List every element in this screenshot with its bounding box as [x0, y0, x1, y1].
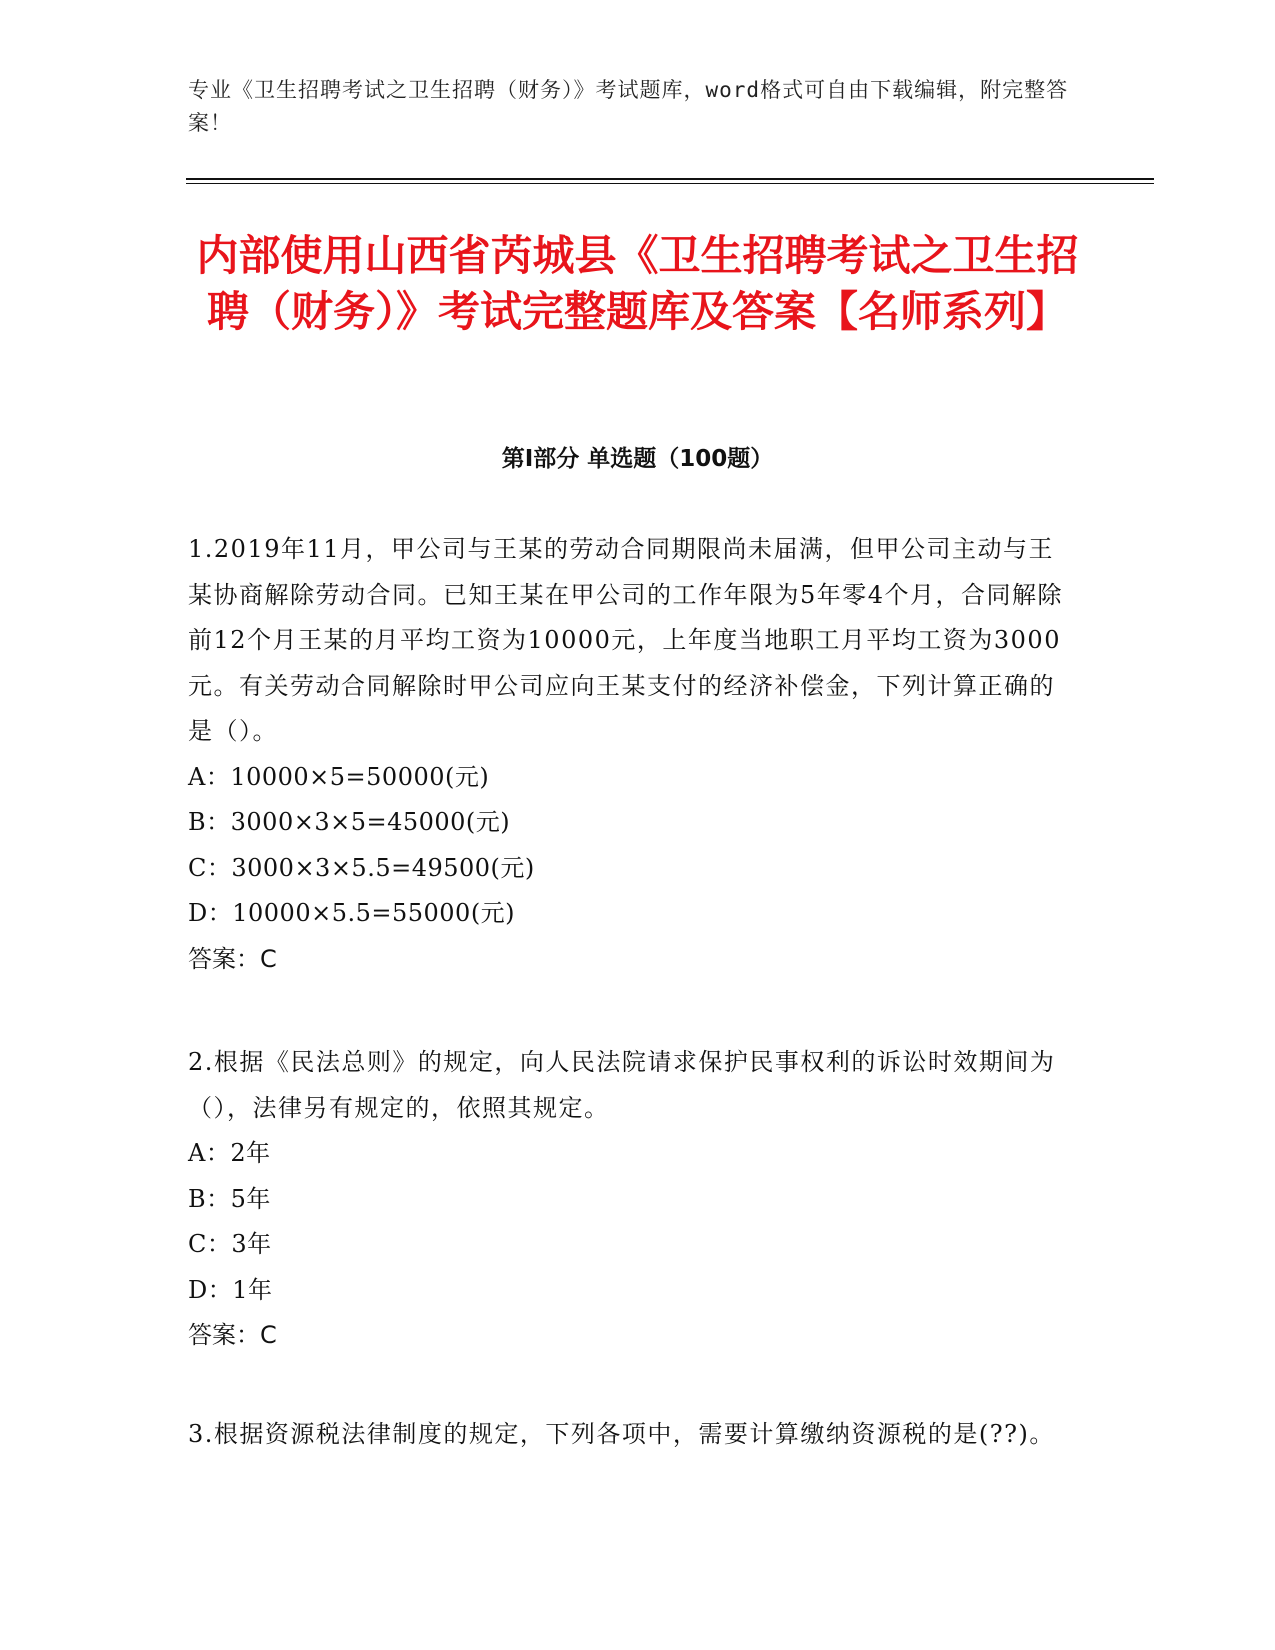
answer: 答案：C	[188, 944, 277, 973]
question-text: 2.根据《民法总则》的规定，向人民法院请求保护民事权利的诉讼时效期间为（），法律另有规定的，依照其规定。	[188, 1048, 1056, 1122]
question-1	[188, 527, 1078, 982]
question-text: 1.2019年11月，甲公司与王某的劳动合同期限尚未届满，但甲公司主动与王某协商解除劳动合同。已知王某在甲公司的工作年限为5年零4个月，合同解除前12个月王某的月平均工资为10000元，上年度当地职工月平均工资为3000元。有关劳动合同解除时甲公司应向王某支付的经济补偿金，下列计算正确的是（）。	[188, 535, 1064, 745]
option-d: D：1年	[188, 1275, 273, 1304]
option-d: D：10000×5.5=55000(元)	[188, 899, 516, 927]
header-divider-bottom	[186, 183, 1154, 184]
question-text: 3.根据资源税法律制度的规定，下列各项中，需要计算缴纳资源税的是(??)。	[188, 1420, 1055, 1448]
option-c: C：3年	[188, 1230, 272, 1258]
answer: 答案：C	[188, 1321, 277, 1349]
option-c: C：3000×3×5.5=49500(元)	[188, 853, 535, 882]
question-3	[188, 1412, 1078, 1458]
header-divider-top	[186, 178, 1154, 180]
option-a: A：2年	[188, 1139, 271, 1167]
question-2	[188, 1040, 1078, 1359]
header-note: 专业《卫生招聘考试之卫生招聘（财务）》考试题库，word格式可自由下载编辑，附完整答案！	[188, 78, 1069, 135]
section-heading: 第Ⅰ部分 单选题（100题）	[501, 446, 774, 472]
option-b: B：3000×3×5=45000(元)	[188, 808, 511, 836]
option-b: B：5年	[188, 1184, 271, 1213]
option-a: A：10000×5=50000(元)	[188, 762, 490, 791]
document-title: 内部使用山西省芮城县《卫生招聘考试之卫生招聘（财务）》考试完整题库及答案【名师系列】	[196, 231, 1079, 336]
